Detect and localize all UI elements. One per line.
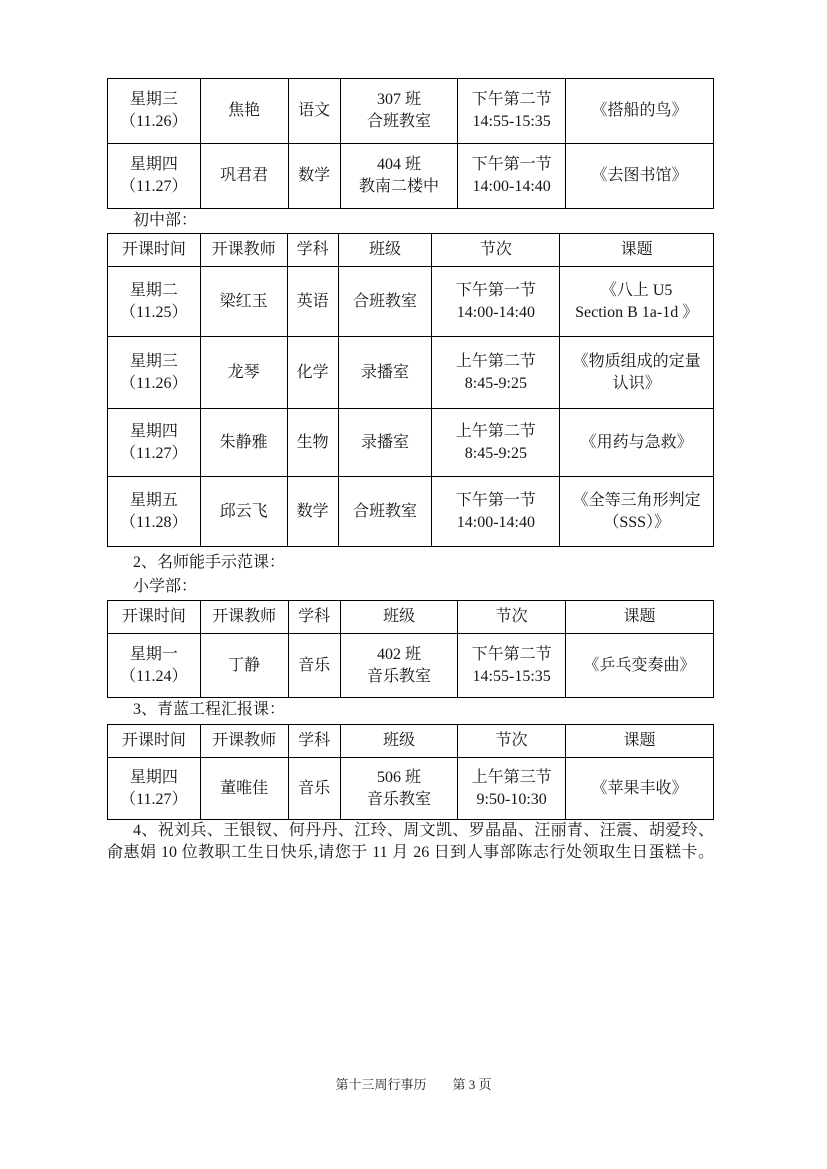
table-row — [108, 144, 714, 209]
cell-class — [340, 634, 458, 698]
day-line: 星期三 — [129, 91, 178, 108]
date-line: （11.26） — [120, 113, 188, 130]
cell-period — [432, 337, 560, 409]
cell-teacher: 梁红玉 — [200, 267, 287, 337]
cell-topic: 《去图书馆》 — [566, 144, 714, 209]
room-line: 合班教室 — [366, 113, 431, 130]
day-line: 星期四 — [129, 156, 178, 173]
cell-period — [458, 758, 566, 820]
cell-teacher: 龙琴 — [200, 337, 287, 409]
cell-day — [108, 758, 201, 820]
cell-class: 录播室 — [338, 337, 432, 409]
junior-section-label: 初中部： — [133, 212, 198, 229]
col-header-teacher: 开课教师 — [200, 234, 287, 267]
col-header-time: 开课时间 — [108, 234, 201, 267]
col-header-period: 节次 — [458, 725, 566, 758]
page-content — [107, 0, 714, 1169]
day-line: 星期五 — [129, 491, 178, 509]
table-row — [108, 758, 714, 820]
cell-day — [108, 337, 201, 409]
date-line: （11.25） — [120, 303, 188, 321]
cell-period — [432, 267, 560, 337]
time-line: 14:55-15:35 — [472, 113, 551, 130]
col-header-subject: 学科 — [288, 725, 340, 758]
period-line: 下午第一节 — [455, 281, 536, 299]
cell-teacher: 丁静 — [200, 634, 288, 698]
period-line: 上午第二节 — [455, 422, 536, 440]
topic-line: Section B 1a-1d 》 — [575, 303, 699, 321]
cell-subject: 化学 — [287, 337, 338, 409]
class-line: 506 班 — [376, 768, 421, 786]
class-line: 307 班 — [376, 91, 421, 108]
qinglan-lesson-table — [107, 724, 714, 820]
col-header-class: 班级 — [338, 234, 432, 267]
cell-day — [108, 79, 201, 144]
cell-topic: 《苹果丰收》 — [566, 758, 714, 820]
time-line: 14:00-14:40 — [456, 513, 535, 531]
cell-class — [340, 144, 458, 209]
room-line: 教南二楼中 — [358, 178, 439, 195]
item3-label: 3、青蓝工程汇报课： — [133, 701, 286, 718]
cell-class: 合班教室 — [338, 267, 432, 337]
cell-topic — [560, 477, 714, 547]
cell-class: 合班教室 — [338, 477, 432, 547]
col-header-subject: 学科 — [287, 234, 338, 267]
cell-day — [108, 267, 201, 337]
day-line: 星期四 — [129, 422, 178, 440]
time-line: 8:45-9:25 — [464, 374, 527, 392]
room-line: 音乐教室 — [366, 667, 431, 685]
cell-topic — [560, 267, 714, 337]
col-header-teacher: 开课教师 — [200, 725, 288, 758]
cell-topic: 《乒乓变奏曲》 — [566, 634, 714, 698]
cell-class — [340, 758, 458, 820]
page-footer: 第十三周行事历 第 3 页 — [335, 1077, 492, 1092]
class-line: 402 班 — [376, 645, 421, 663]
cell-day — [108, 634, 201, 698]
col-header-topic: 课题 — [566, 601, 714, 634]
date-line: （11.28） — [120, 513, 188, 531]
table-row — [108, 337, 714, 409]
period-line: 下午第一节 — [455, 491, 536, 509]
birthday-paragraph — [107, 820, 714, 864]
primary-lesson-table — [107, 600, 714, 698]
cell-topic: 《用药与急救》 — [560, 409, 714, 477]
date-line: （11.27） — [120, 790, 188, 808]
cell-class: 录播室 — [338, 409, 432, 477]
topic-line: 《八上 U5 — [600, 281, 673, 299]
cell-teacher: 董唯佳 — [200, 758, 288, 820]
time-line: 14:00-14:40 — [456, 303, 535, 321]
cell-day — [108, 409, 201, 477]
time-line: 14:55-15:35 — [472, 667, 551, 685]
col-header-subject: 学科 — [288, 601, 340, 634]
cell-teacher: 焦艳 — [200, 79, 288, 144]
cell-subject: 数学 — [287, 477, 338, 547]
col-header-time: 开课时间 — [108, 725, 201, 758]
room-line: 音乐教室 — [366, 790, 431, 808]
demo-lesson-table-continued — [107, 78, 714, 209]
cell-subject: 音乐 — [288, 758, 340, 820]
header-row — [108, 725, 714, 758]
cell-subject: 数学 — [288, 144, 340, 209]
cell-subject: 语文 — [288, 79, 340, 144]
table-row — [108, 634, 714, 698]
item2-label: 2、名师能手示范课： — [133, 554, 286, 571]
period-line: 下午第一节 — [471, 156, 552, 173]
header-row — [108, 601, 714, 634]
topic-line: （SSS）》 — [603, 513, 671, 531]
time-line: 9:50-10:30 — [476, 790, 547, 808]
col-header-class: 班级 — [340, 725, 458, 758]
paragraph-line: 俞惠娟 10 位教职工生日快乐,请您于 11 月 26 日到人事部陈志行处领取生日蛋糕卡。 — [107, 844, 714, 861]
class-line: 404 班 — [376, 156, 421, 173]
topic-line: 《物质组成的定量 — [572, 352, 701, 370]
col-header-period: 节次 — [432, 234, 560, 267]
cell-teacher: 朱静雅 — [200, 409, 287, 477]
cell-class — [340, 79, 458, 144]
cell-day — [108, 144, 201, 209]
header-row — [108, 234, 714, 267]
topic-line: 认识》 — [612, 374, 661, 392]
cell-teacher: 邱云飞 — [200, 477, 287, 547]
day-line: 星期四 — [129, 768, 178, 786]
cell-period — [458, 634, 566, 698]
day-line: 星期二 — [129, 281, 178, 299]
primary-section-label: 小学部： — [133, 578, 198, 595]
cell-teacher: 巩君君 — [200, 144, 288, 209]
col-header-topic: 课题 — [566, 725, 714, 758]
cell-subject: 音乐 — [288, 634, 340, 698]
cell-period — [432, 409, 560, 477]
day-line: 星期三 — [129, 352, 178, 370]
col-header-period: 节次 — [458, 601, 566, 634]
period-line: 下午第二节 — [471, 645, 552, 663]
time-line: 8:45-9:25 — [464, 444, 527, 462]
cell-subject: 英语 — [287, 267, 338, 337]
cell-topic — [560, 337, 714, 409]
day-line: 星期一 — [129, 645, 178, 663]
cell-period — [458, 79, 566, 144]
cell-day — [108, 477, 201, 547]
cell-subject: 生物 — [287, 409, 338, 477]
table-row — [108, 267, 714, 337]
col-header-teacher: 开课教师 — [200, 601, 288, 634]
date-line: （11.26） — [120, 374, 188, 392]
table-row — [108, 409, 714, 477]
table-row — [108, 477, 714, 547]
period-line: 上午第三节 — [471, 768, 552, 786]
cell-period — [432, 477, 560, 547]
table-row — [108, 79, 714, 144]
paragraph-line: 4、祝刘兵、王银钗、何丹丹、江玲、周文凯、罗晶晶、汪丽青、汪震、胡爱玲、 — [133, 822, 714, 839]
date-line: （11.27） — [120, 444, 188, 462]
topic-line: 《全等三角形判定 — [572, 491, 701, 509]
col-header-class: 班级 — [340, 601, 458, 634]
period-line: 下午第二节 — [471, 91, 552, 108]
period-line: 上午第二节 — [455, 352, 536, 370]
date-line: （11.24） — [120, 667, 188, 685]
junior-lesson-table — [107, 233, 714, 547]
time-line: 14:00-14:40 — [472, 178, 551, 195]
cell-period — [458, 144, 566, 209]
cell-topic: 《搭船的鸟》 — [566, 79, 714, 144]
col-header-time: 开课时间 — [108, 601, 201, 634]
col-header-topic: 课题 — [560, 234, 714, 267]
date-line: （11.27） — [120, 178, 188, 195]
